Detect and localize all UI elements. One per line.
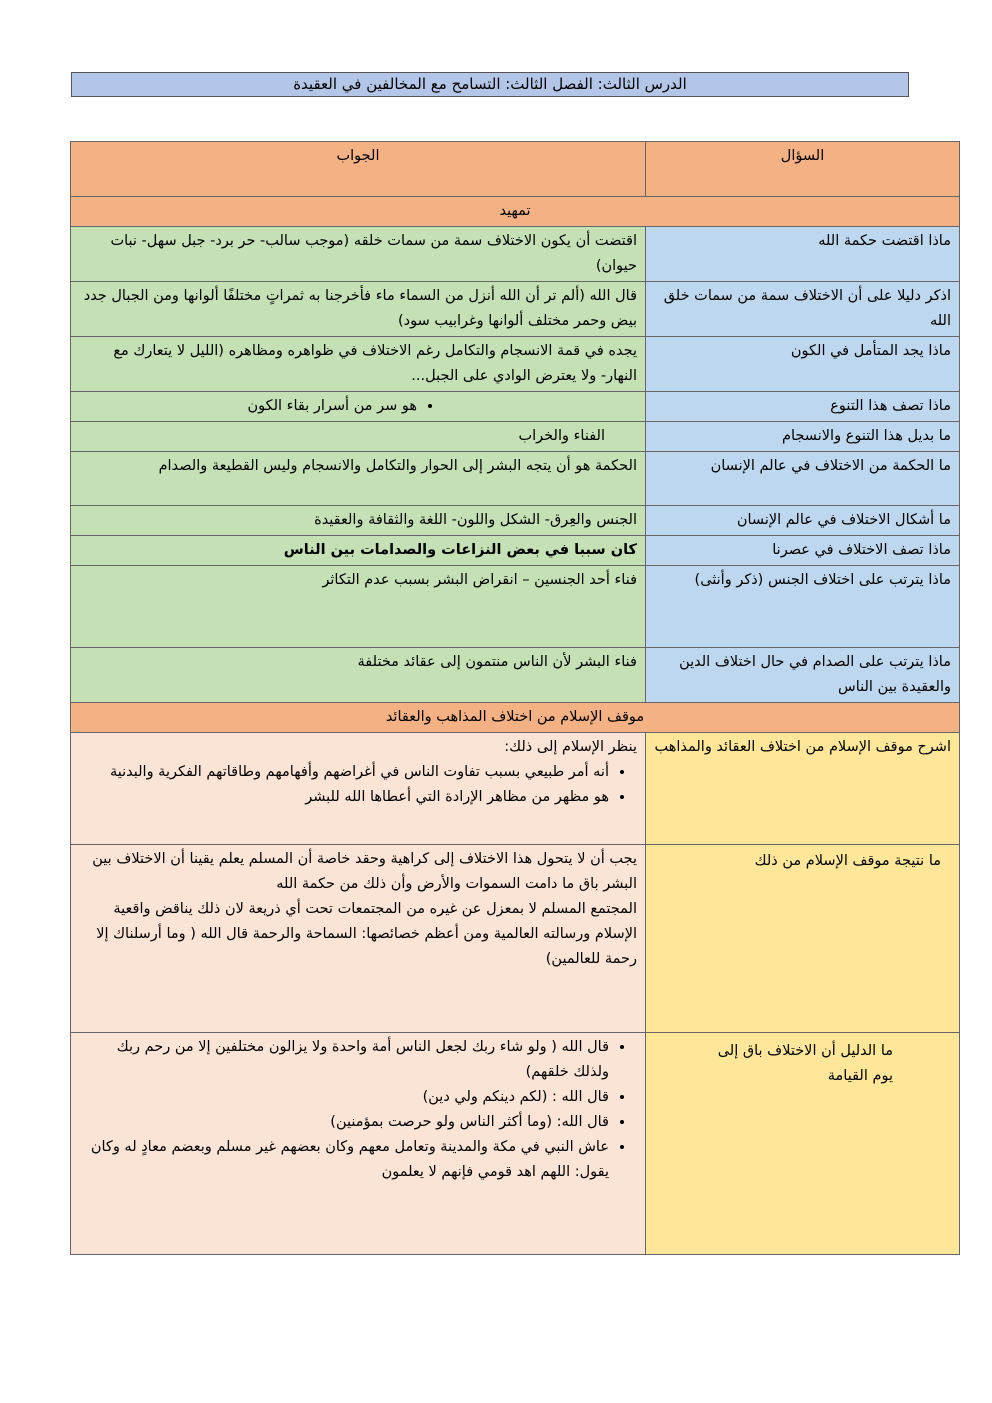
table-row [71, 452, 960, 506]
table-row [71, 422, 960, 452]
question-cell: ماذا يجد المتأمل في الكون [646, 337, 960, 392]
question-cell: ماذا تصف هذا التنوع [646, 392, 960, 422]
question-header: السؤال [646, 142, 960, 197]
answer-paragraph: يجب أن لا يتحول هذا الاختلاف إلى كراهية وحقد خاصة أن المسلم يعلم يقينا أن الاختلاف بين البشر باق ما دامت السموات والأرض وأن ذلك من حكمة الله [92, 851, 637, 892]
question-cell: ماذا تصف الاختلاف في عصرنا [646, 536, 960, 566]
answer-cell [71, 845, 646, 1033]
table-row [71, 648, 960, 703]
answer-cell: كان سببا في بعض النزاعات والصدامات بين الناس [71, 536, 646, 566]
question-cell: اذكر دليلا على أن الاختلاف سمة من سمات خلق الله [646, 282, 960, 337]
list-item: • هو سر من أسرار بقاء الكون [79, 394, 417, 419]
answer-cell: الجنس والعِرق- الشكل واللون- اللغة والثقافة والعقيدة [71, 506, 646, 536]
answer-cell: يجده في قمة الانسجام والتكامل رغم الاختلاف في ظواهره ومظاهره (الليل لا يتعارك مع النهار- ولا يعترض الوادي على الجبل... [71, 337, 646, 392]
list-item: • هو مظهر من مظاهر الإرادة التي أعطاها الله للبشر [79, 785, 609, 810]
answer-cell: فناء البشر لأن الناس منتمون إلى عقائد مختلفة [71, 648, 646, 703]
table-row [71, 337, 960, 392]
answer-intro: ينظر الإسلام إلى ذلك: [504, 739, 637, 755]
answer-cell [71, 392, 646, 422]
answer-header: الجواب [71, 142, 646, 197]
list-item: • عاش النبي في مكة والمدينة وتعامل معهم وكان بعضهم غير مسلم وبعضم معادٍ له وكان يقول: اللهم اهد قومي فإنهم لا يعلمون [79, 1135, 609, 1185]
answer-cell [71, 733, 646, 845]
question-cell: ما أشكال الاختلاف في عالم الإنسان [646, 506, 960, 536]
question-cell: ما بديل هذا التنوع والانسجام [646, 422, 960, 452]
question-cell: ما الدليل أن الاختلاف باق إلى يوم القيامة [646, 1033, 960, 1255]
qa-table [70, 141, 960, 1255]
table-row [71, 392, 960, 422]
table-row [71, 733, 960, 845]
answer-paragraph: المجتمع المسلم لا بمعزل عن غيره من المجتمعات تحت أي ذريعة لان ذلك يناقض واقعية الإسلام ورسالته العالمية ومن أعظم خصائصها: السماحة والرحمة قال الله ( وما أرسلناك إلا رحمة للعالمين) [96, 901, 637, 967]
question-cell: اشرح موقف الإسلام من اختلاف العقائد والمذاهب [646, 733, 960, 845]
answer-cell: اقتضت أن يكون الاختلاف سمة من سمات خلقه (موجب سالب- حر برد- جبل سهل- نبات حيوان) [71, 227, 646, 282]
table-row [71, 227, 960, 282]
list-item: • أنه أمر طبيعي بسبب تفاوت الناس في أغراضهم وأفهامهم وطاقاتهم الفكرية والبدنية [79, 760, 609, 785]
lesson-title: الدرس الثالث: الفصل الثالث: التسامح مع المخالفين في العقيدة [71, 72, 909, 97]
list-item: • قال الله : (لكم دينكم ولي دين) [79, 1085, 609, 1110]
answer-cell [71, 422, 646, 452]
answer-cell: فناء أحد الجنسين – انقراض البشر بسبب عدم التكاثر [71, 566, 646, 648]
question-cell: ماذا يترتب على الصدام في حال اختلاف الدين والعقيدة بين الناس [646, 648, 960, 703]
question-cell: ماذا يترتب على اختلاف الجنس (ذكر وأنثى) [646, 566, 960, 648]
section-title-stance: موقف الإسلام من اختلاف المذاهب والعقائد [71, 703, 960, 733]
section-row [71, 703, 960, 733]
section-title-intro: تمهيد [71, 197, 960, 227]
table-row [71, 536, 960, 566]
table-row [71, 845, 960, 1033]
answer-cell: قال الله (ألم تر أن الله أنزل من السماء ماء فأخرجنا به ثمراتٍ مختلفًا ألوانها ومن الجبال جدد بيض وحمر مختلف ألوانها وغرابيب سود) [71, 282, 646, 337]
list-item: • قال الله: (وما أكثر الناس ولو حرصت بمؤمنين) [79, 1110, 609, 1135]
question-cell: ما الحكمة من الاختلاف في عالم الإنسان [646, 452, 960, 506]
answer-text: الفناء والخراب [518, 428, 605, 444]
section-row [71, 197, 960, 227]
question-cell: ماذا اقتضت حكمة الله [646, 227, 960, 282]
answer-cell: الحكمة هو أن يتجه البشر إلى الحوار والتكامل والانسجام وليس القطيعة والصدام [71, 452, 646, 506]
table-row [71, 1033, 960, 1255]
question-cell: ما نتيجة موقف الإسلام من ذلك [646, 845, 960, 1033]
table-row [71, 282, 960, 337]
table-row [71, 566, 960, 648]
answer-cell [71, 1033, 646, 1255]
list-item: • قال الله ( ولو شاء ربك لجعل الناس أمة واحدة ولا يزالون مختلفين إلا من رحم ربك ولذلك خلقهم) [79, 1035, 609, 1085]
table-row [71, 506, 960, 536]
header-row [71, 142, 960, 197]
